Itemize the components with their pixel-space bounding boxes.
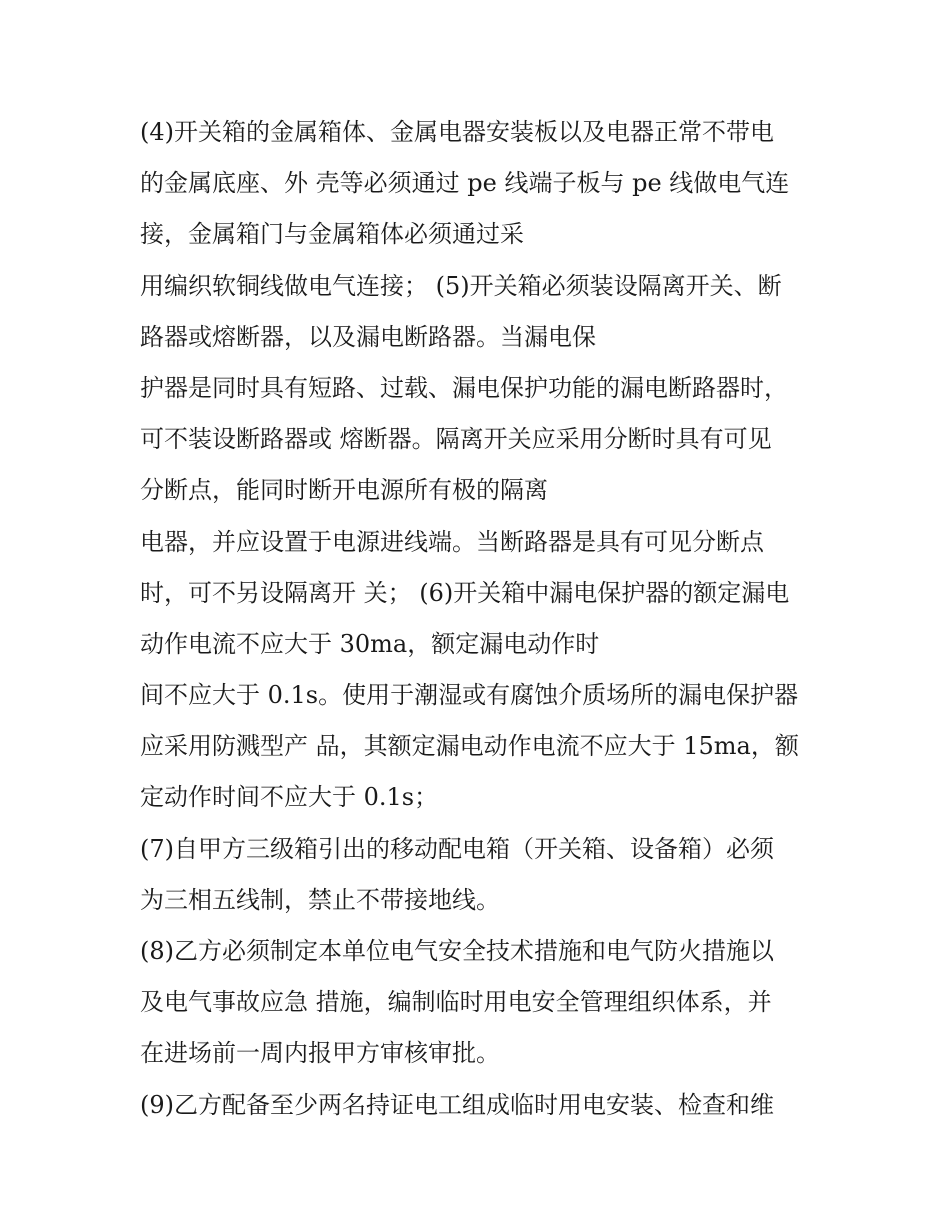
text-line: (7)自甲方三级箱引出的移动配电箱（开关箱、设备箱）必须	[140, 834, 774, 863]
text-line: 接，金属箱门与金属箱体必须通过采	[140, 220, 524, 249]
text-line: 护器是同时具有短路、过载、漏电保护功能的漏电断路器时，	[140, 373, 788, 402]
text-line: 电器，并应设置于电源进线端。当断路器是具有可见分断点	[140, 527, 764, 556]
text-line: 定动作时间不应大于 0.1s；	[140, 783, 439, 812]
text-line: 应采用防溅型产 品，其额定漏电动作电流不应大于 15ma，额	[140, 732, 799, 761]
text-line: 及电气事故应急 措施，编制临时用电安全管理组织体系，并	[140, 988, 772, 1017]
text-line: 路器或熔断器，以及漏电断路器。当漏电保	[140, 322, 596, 351]
text-line: (9)乙方配备至少两名持证电工组成临时用电安装、检查和维	[140, 1090, 774, 1119]
document-body	[140, 107, 820, 1131]
text-line: 间不应大于 0.1s。使用于潮湿或有腐蚀介质场所的漏电保护器	[140, 681, 799, 710]
text-line: 动作电流不应大于 30ma，额定漏电动作时	[140, 629, 600, 658]
text-line: 为三相五线制，禁止不带接地线。	[140, 885, 500, 914]
text-line: 用编织软铜线做电气连接； (5)开关箱必须装设隔离开关、断	[140, 271, 782, 300]
text-line: 可不装设断路器或 熔断器。隔离开关应采用分断时具有可见	[140, 425, 772, 454]
text-line: (8)乙方必须制定本单位电气安全技术措施和电气防火措施以	[140, 937, 774, 965]
text-line: 时，可不另设隔离开 关； (6)开关箱中漏电保护器的额定漏电	[140, 578, 790, 607]
text-line: 分断点，能同时断开电源所有极的隔离	[140, 476, 548, 505]
text-line: 在进场前一周内报甲方审核审批。	[140, 1039, 500, 1068]
text-line: 的金属底座、外 壳等必须通过 pe 线端子板与 pe 线做电气连	[140, 169, 790, 198]
text-line: (4)开关箱的金属箱体、金属电器安装板以及电器正常不带电	[140, 118, 774, 146]
